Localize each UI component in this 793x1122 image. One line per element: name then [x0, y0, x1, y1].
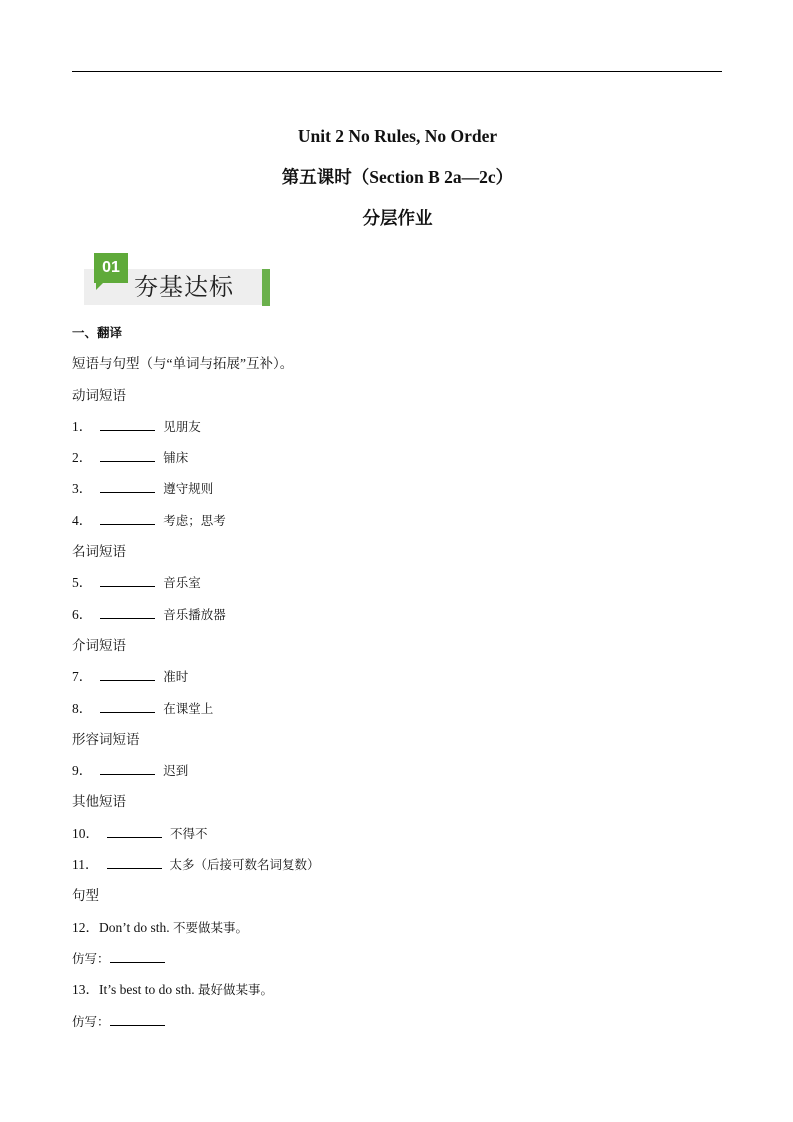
list-item: [72, 572, 722, 603]
item-number: 11．: [72, 857, 99, 873]
imitate-row: [72, 948, 722, 979]
group-label-sentence: 句型: [72, 888, 99, 904]
header-rule: [72, 71, 722, 72]
item-text: 准时: [163, 669, 189, 685]
answer-blank[interactable]: [110, 1011, 165, 1026]
unit-title: Unit 2 No Rules, No Order: [297, 126, 498, 146]
badge-number: 01: [94, 253, 128, 283]
item-number: 2．: [72, 450, 93, 466]
list-item: [72, 823, 722, 854]
imitate-label: 仿写：: [72, 1013, 110, 1029]
group-label-other: 其他短语: [72, 794, 126, 810]
sentence-english: It’s best to do sth.: [99, 982, 195, 998]
answer-blank[interactable]: [107, 823, 162, 838]
list-item: [72, 416, 722, 447]
item-number: 13．: [72, 982, 99, 998]
group-label-adj: 形容词短语: [72, 731, 140, 747]
item-number: 6．: [72, 606, 93, 622]
item-number: 7．: [72, 669, 93, 685]
list-item: [72, 698, 722, 729]
lesson-subtitle: 第五课时（Section B 2a—2c）: [281, 167, 514, 187]
item-number: 10．: [72, 825, 99, 841]
sentence-chinese: 不要做某事。: [173, 919, 249, 935]
list-item: [72, 510, 722, 541]
item-text: 不得不: [170, 825, 208, 841]
item-text: 铺床: [163, 450, 189, 466]
item-number: 1．: [72, 418, 93, 434]
item-number: 5．: [72, 575, 93, 591]
sentence-english: Don’t do sth.: [99, 919, 170, 935]
imitate-label: 仿写：: [72, 950, 110, 966]
list-item: [72, 666, 722, 697]
item-number: 12．: [72, 919, 99, 935]
group-label-verb: 动词短语: [72, 387, 126, 403]
exercise-heading: 一、翻译: [72, 325, 123, 340]
item-number: 8．: [72, 700, 93, 716]
list-item: [72, 604, 722, 635]
item-number: 9．: [72, 763, 93, 779]
badge-label: 夯基达标: [134, 273, 234, 301]
item-text: 遵守规则: [163, 481, 214, 497]
section-type: 分层作业: [362, 208, 433, 228]
answer-blank[interactable]: [100, 447, 155, 462]
answer-blank[interactable]: [107, 854, 162, 869]
item-text: 在课堂上: [163, 700, 214, 716]
exercise-content: [72, 322, 722, 1042]
answer-blank[interactable]: [100, 698, 155, 713]
answer-blank[interactable]: [100, 760, 155, 775]
list-item: [72, 760, 722, 791]
item-text: 见朋友: [163, 418, 201, 434]
item-text: 太多（后接可数名词复数）: [169, 857, 320, 873]
sentence-item: [72, 979, 722, 1010]
badge-speech-tail-icon: [96, 283, 103, 290]
exercise-intro: 短语与句型（与“单词与拓展”互补）。: [72, 356, 294, 372]
answer-blank[interactable]: [100, 666, 155, 681]
answer-blank[interactable]: [100, 510, 155, 525]
sentence-item: [72, 917, 722, 948]
sentence-chinese: 最好做某事。: [198, 982, 274, 998]
list-item: [72, 854, 722, 885]
list-item: [72, 447, 722, 478]
answer-blank[interactable]: [100, 478, 155, 493]
item-text: 考虑；思考: [163, 512, 226, 528]
title-block: [0, 124, 793, 247]
answer-blank[interactable]: [110, 948, 165, 963]
item-text: 迟到: [163, 763, 189, 779]
imitate-row: [72, 1011, 722, 1042]
item-text: 音乐播放器: [163, 606, 226, 622]
badge-accent-bar: [262, 269, 270, 306]
group-label-noun: 名词短语: [72, 544, 126, 560]
item-number: 4．: [72, 512, 93, 528]
answer-blank[interactable]: [100, 572, 155, 587]
answer-blank[interactable]: [100, 416, 155, 431]
group-label-prep: 介词短语: [72, 637, 126, 653]
answer-blank[interactable]: [100, 604, 155, 619]
item-text: 音乐室: [163, 575, 201, 591]
section-badge: [84, 253, 274, 308]
item-number: 3．: [72, 481, 93, 497]
list-item: [72, 478, 722, 509]
